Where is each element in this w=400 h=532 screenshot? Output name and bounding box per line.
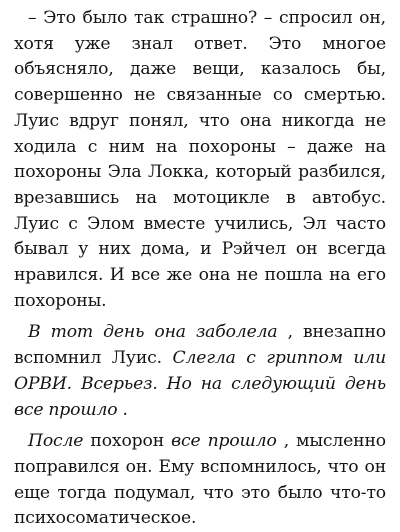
text-run: , внезапно вспомнил Луис. <box>14 322 386 369</box>
paragraph-2 <box>14 320 386 423</box>
italic-text-run: Слегла с гриппом или ОРВИ. Всерьез. Но на следующий день все прошло <box>14 348 386 420</box>
italic-text-run: В тот день она заболела <box>28 322 278 343</box>
text-run: похорон <box>83 431 172 452</box>
paragraph-1 <box>14 6 386 314</box>
paragraph-3 <box>14 429 386 532</box>
text-run: , мысленно поправился он. Ему вспомнилось, что он еще тогда подумал, что это было что-то психосоматическое. <box>14 431 386 529</box>
text-run: – Это было так страшно? – спросил он, хотя уже знал ответ. Это многое объясняло, даже вещи, казалось бы, совершенно не связанные со смертью. Луис вдруг понял, что она никогда не ходила с ним на похороны – даже на похороны Эла Локка, который разбился, врезавшись на мотоцикле в автобус. Луис с Элом вместе учились, Эл часто бывал у них дома, и Рэйчел он всегда нравился. И все же она не пошла на его похороны. <box>14 8 386 311</box>
text-run: . <box>117 399 128 420</box>
italic-text-run: После <box>28 431 84 452</box>
italic-text-run: все прошло <box>171 431 277 452</box>
